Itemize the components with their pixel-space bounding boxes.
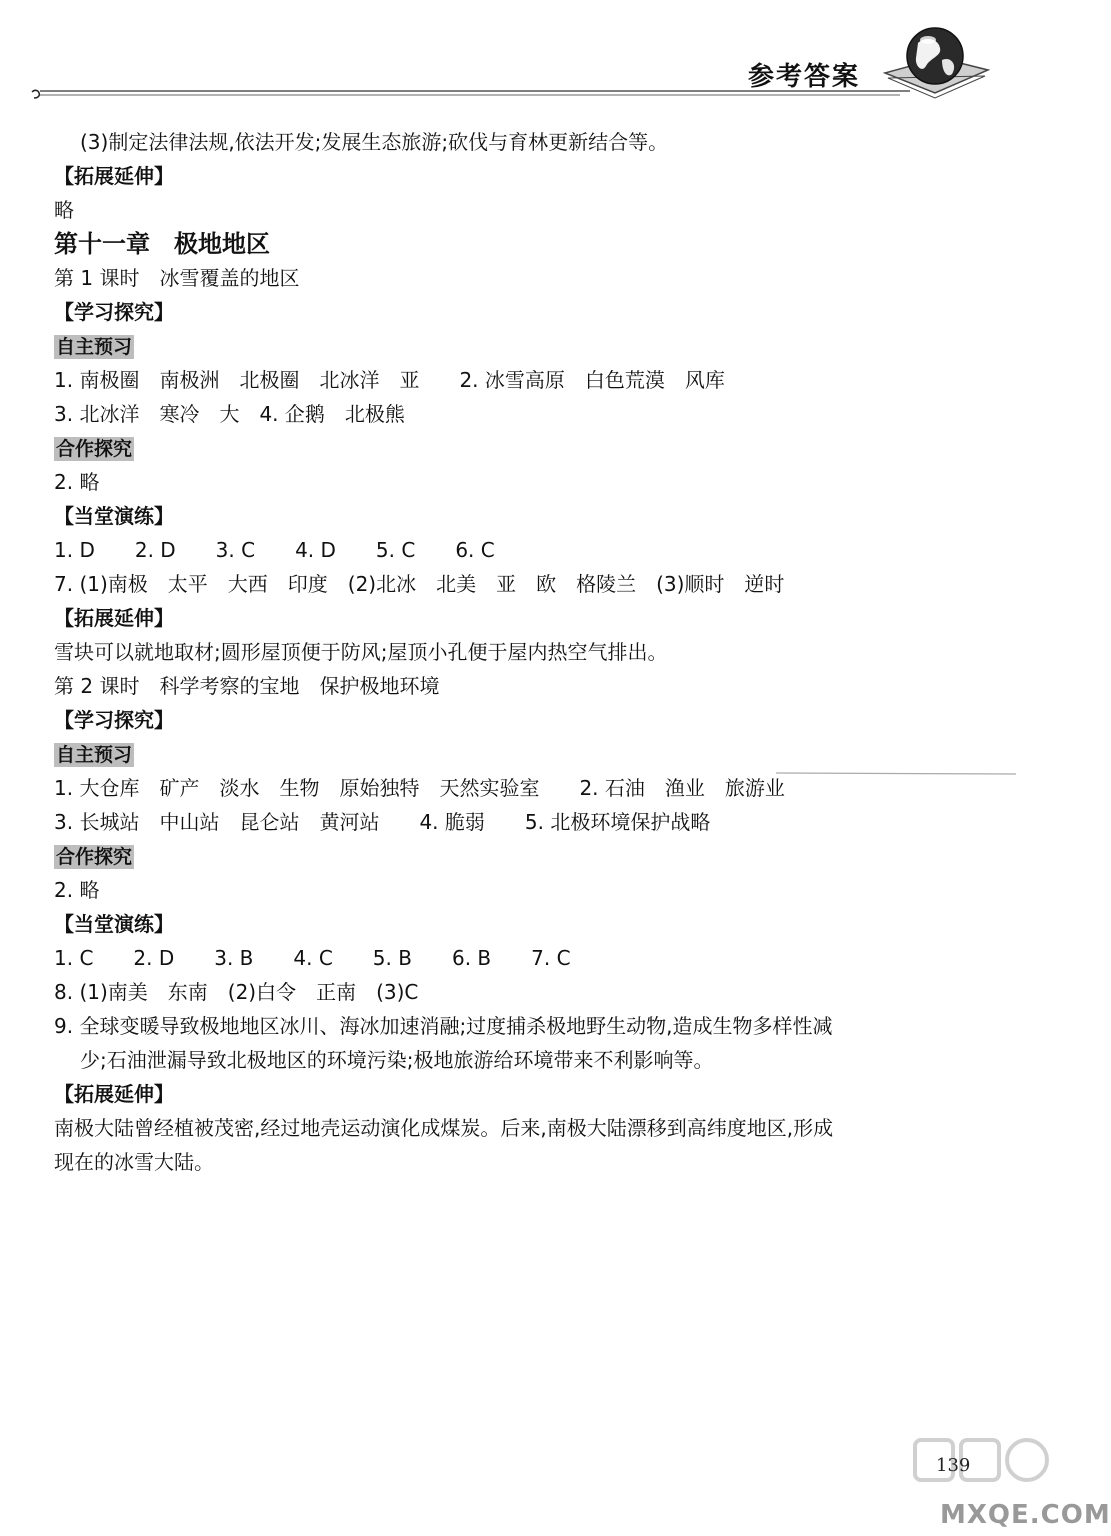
section-heading: 【当堂演练】 xyxy=(54,504,174,528)
answer-line: 南极大陆曾经植被茂密,经过地壳运动演化成煤炭。后来,南极大陆漂移到高纬度地区,形成 xyxy=(54,1116,834,1140)
answer-line: 9. 全球变暖导致极地地区冰川、海冰加速消融;过度捕杀极地野生动物,造成生物多样性减 xyxy=(54,1014,833,1038)
answer-line: 2. 略 xyxy=(54,878,100,902)
answer-line: 1. 南极圈 南极洲 北极圈 北冰洋 亚 2. 冰雪高原 白色荒漠 风库 xyxy=(54,368,725,392)
subsection-tag-row xyxy=(54,431,974,465)
globe-book-icon xyxy=(880,18,990,108)
section-heading: 【当堂演练】 xyxy=(54,912,174,936)
answer-line: 2. 略 xyxy=(54,470,100,494)
answer-line: 7. (1)南极 太平 大西 印度 (2)北冰 北美 亚 欧 格陵兰 (3)顺时 逆时 xyxy=(54,572,785,596)
answer-content xyxy=(54,125,974,1179)
divider-line xyxy=(776,772,1016,775)
subsection-tag-row xyxy=(54,839,974,873)
page-header xyxy=(0,0,1059,120)
subsection-tag-row xyxy=(54,329,974,363)
subsection-tag: 自主预习 xyxy=(56,744,133,766)
header-title: 参考答案 xyxy=(748,62,861,92)
chapter-title: 第十一章 极地地区 xyxy=(54,230,270,258)
answer-line: 8. (1)南美 东南 (2)白令 正南 (3)C xyxy=(54,980,419,1004)
answer-line: 现在的冰雪大陆。 xyxy=(54,1150,214,1174)
answer-line: 第 1 课时 冰雪覆盖的地区 xyxy=(54,266,300,290)
answer-line: 第 2 课时 科学考察的宝地 保护极地环境 xyxy=(54,674,440,698)
answer-line: 1. 大仓库 矿产 淡水 生物 原始独特 天然实验室 2. 石油 渔业 旅游业 xyxy=(54,776,785,800)
answer-line: 3. 北冰洋 寒冷 大 4. 企鹅 北极熊 xyxy=(54,402,405,426)
section-heading: 【学习探究】 xyxy=(54,300,174,324)
section-heading: 【拓展延伸】 xyxy=(54,164,174,188)
watermark-text: MXQE.COM xyxy=(940,1500,1111,1530)
answer-line: 略 xyxy=(54,198,74,222)
subsection-tag: 合作探究 xyxy=(56,846,133,868)
answer-line: 3. 长城站 中山站 昆仑站 黄河站 4. 脆弱 5. 北极环境保护战略 xyxy=(54,810,711,834)
answer-line: 1. D 2. D 3. C 4. D 5. C 6. C xyxy=(54,538,495,562)
subsection-tag: 自主预习 xyxy=(56,336,133,358)
subsection-tag-row xyxy=(54,737,974,771)
page-number: 139 xyxy=(936,1455,971,1476)
answer-line: 雪块可以就地取材;圆形屋顶便于防风;屋顶小孔便于屋内热空气排出。 xyxy=(54,640,668,664)
answer-line: (3)制定法律法规,依法开发;发展生态旅游;砍伐与育林更新结合等。 xyxy=(80,130,669,154)
answer-line: 1. C 2. D 3. B 4. C 5. B 6. B 7. C xyxy=(54,946,571,970)
section-heading: 【拓展延伸】 xyxy=(54,1082,174,1106)
section-heading: 【拓展延伸】 xyxy=(54,606,174,630)
answer-line: 少;石油泄漏导致北极地区的环境污染;极地旅游给环境带来不利影响等。 xyxy=(80,1048,714,1072)
section-heading: 【学习探究】 xyxy=(54,708,174,732)
subsection-tag: 合作探究 xyxy=(56,438,133,460)
